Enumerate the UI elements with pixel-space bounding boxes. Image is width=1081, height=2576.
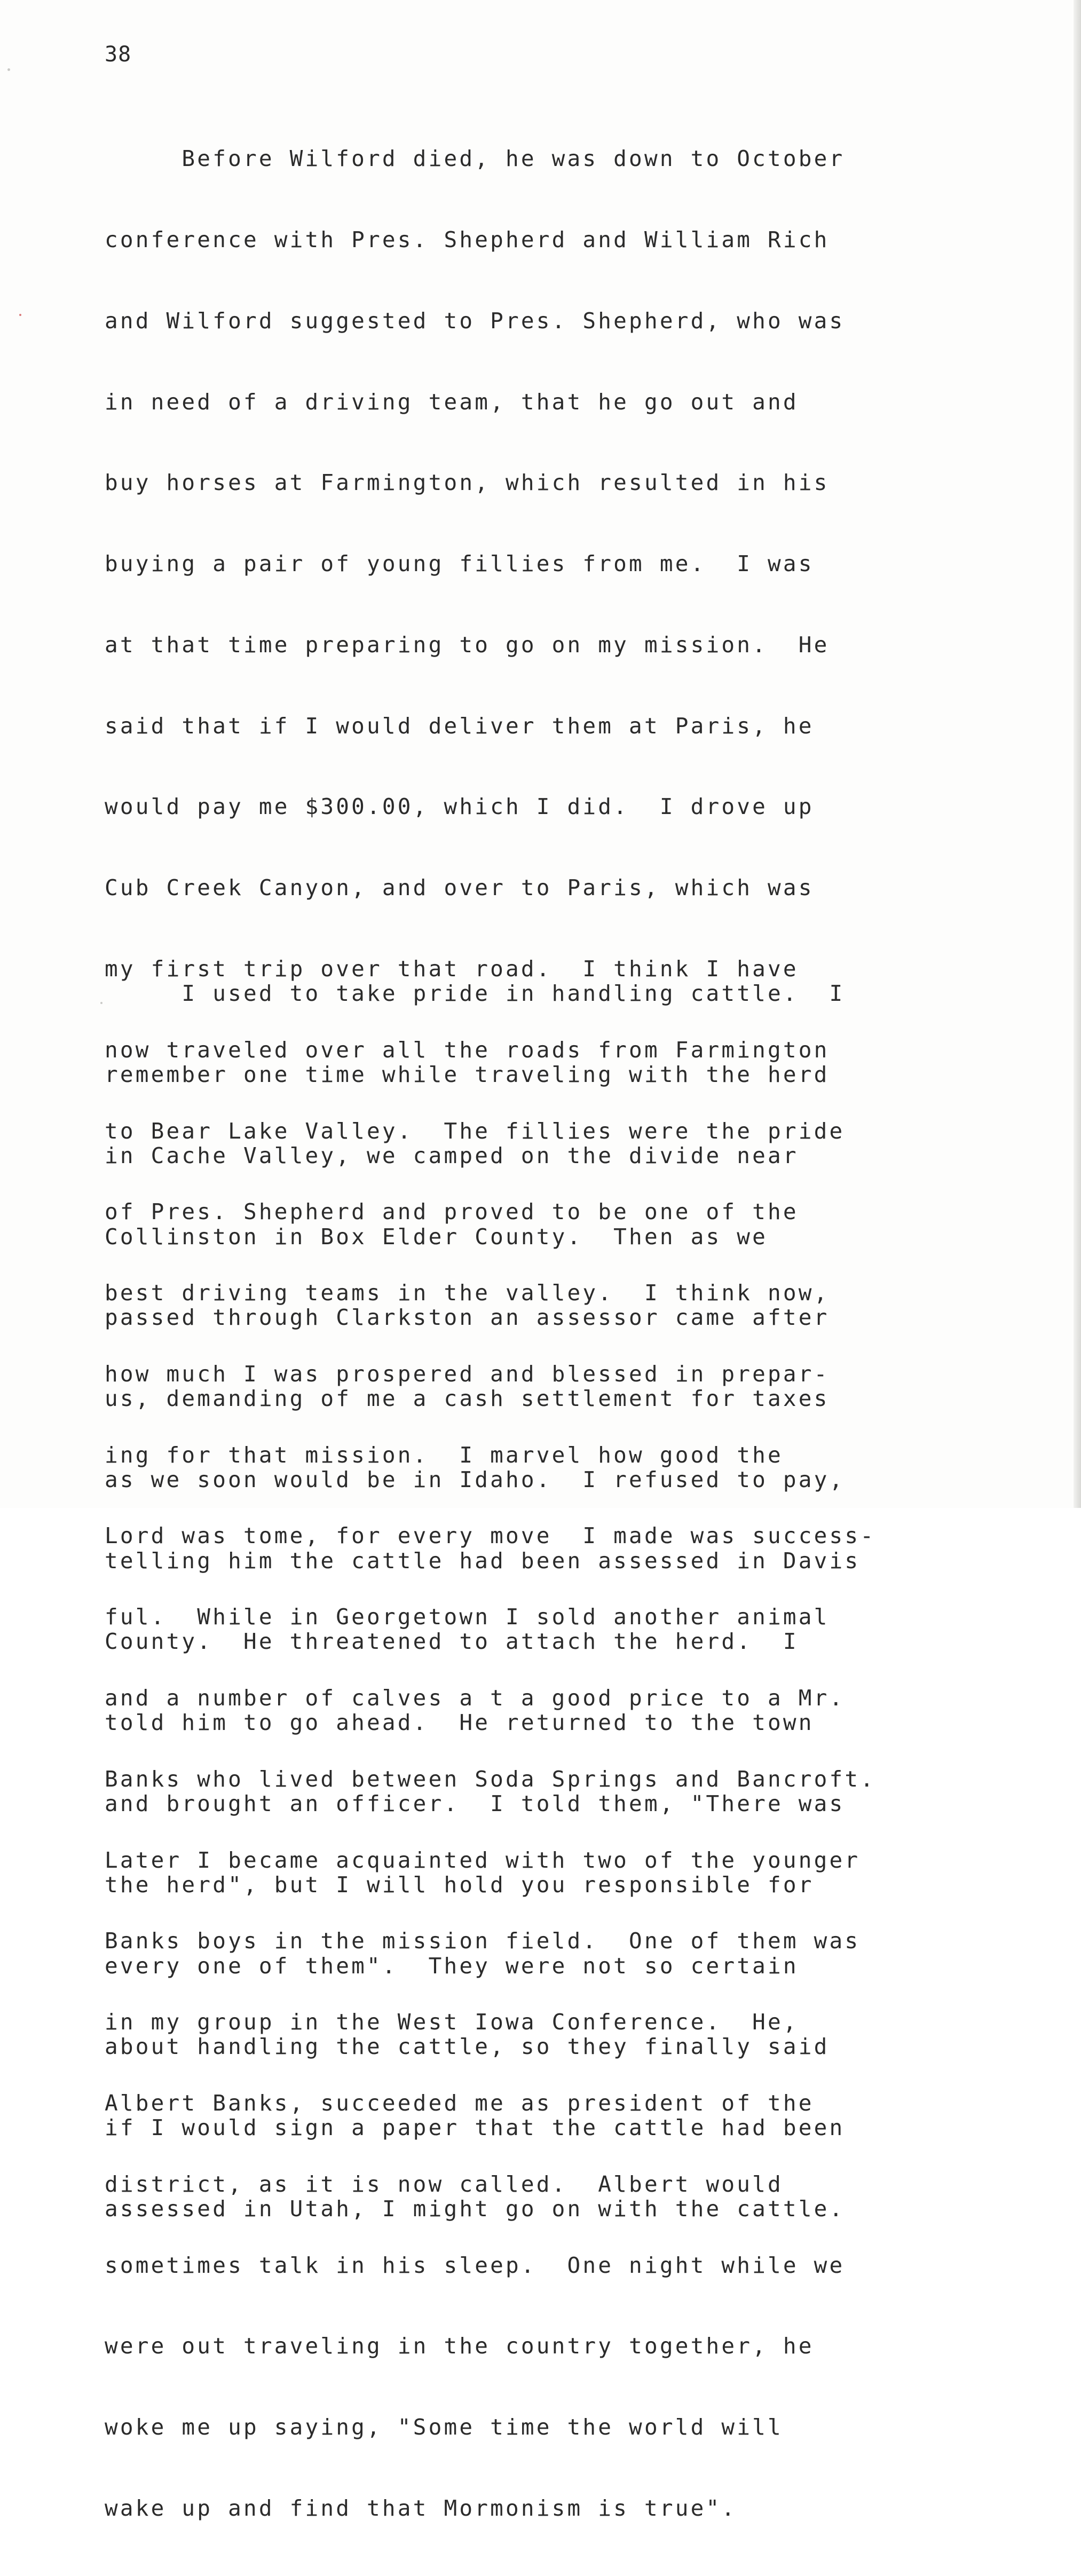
text-line: Lord was tome, for every move I made was success- bbox=[105, 1523, 876, 1549]
text-line: my first trip over that road. I think I have bbox=[105, 956, 799, 982]
text-line: buy horses at Farmington, which resulted in his bbox=[105, 470, 830, 496]
text-line: in my group in the West Iowa Conference. He, bbox=[105, 2009, 799, 2035]
text-line: woke me up saying, "Some time the world will bbox=[105, 2414, 783, 2440]
text-line: Albert Banks, succeeded me as president of the bbox=[105, 2090, 814, 2116]
text-line: telling him the cattle had been assessed in Davis bbox=[105, 1547, 861, 1574]
text-line: and brought an officer. I told them, "There was bbox=[105, 1791, 845, 1816]
text-line: now traveled over all the roads from Farmington bbox=[105, 1037, 830, 1063]
text-line: Banks boys in the mission field. One of them was bbox=[105, 1928, 861, 1954]
text-line: said that if I would deliver them at Paris, he bbox=[105, 713, 814, 739]
text-line: us, demanding of me a cash settlement for taxes bbox=[105, 1386, 830, 1412]
page-edge-shadow bbox=[1074, 0, 1081, 1508]
text-line: were out traveling in the country together, he bbox=[105, 2333, 814, 2359]
text-line: Before Wilford died, he was down to October bbox=[105, 146, 845, 172]
text-line: buying a pair of young fillies from me. I was bbox=[105, 551, 814, 577]
text-line: about handling the cattle, so they finally said bbox=[105, 2034, 830, 2060]
text-line: conference with Pres. Shepherd and William Rich bbox=[105, 226, 830, 252]
text-line: in Cache Valley, we camped on the divide near bbox=[105, 1142, 799, 1168]
text-line: at that time preparing to go on my mission. He bbox=[105, 631, 830, 658]
text-line: in need of a driving team, that he go out and bbox=[105, 389, 799, 415]
text-line: how much I was prospered and blessed in prepar- bbox=[105, 1361, 830, 1387]
text-line: best driving teams in the valley. I think now, bbox=[105, 1280, 830, 1306]
text-line: of Pres. Shepherd and proved to be one of the bbox=[105, 1199, 799, 1225]
text-line: assessed in Utah, I might go on with the cattle. bbox=[105, 2195, 845, 2222]
text-line: I used to take pride in handling cattle. I bbox=[105, 981, 845, 1007]
text-line: district, as it is now called. Albert would bbox=[105, 2171, 783, 2197]
text-line: told him to go ahead. He returned to the town bbox=[105, 1710, 814, 1736]
paragraph bbox=[105, 926, 860, 2277]
text-line: sometimes talk in his sleep. One night while we bbox=[105, 2252, 845, 2278]
text-line: every one of them". They were not so certain bbox=[105, 1953, 799, 1979]
text-line: if I would sign a paper that the cattle had been bbox=[105, 2115, 845, 2141]
text-line: Later I became acquainted with two of the younger bbox=[105, 1847, 861, 1873]
text-line: and Wilford suggested to Pres. Shepherd, who was bbox=[105, 307, 845, 334]
page-number: 38 bbox=[105, 42, 132, 67]
text-line: Cub Creek Canyon, and over to Paris, which was bbox=[105, 875, 814, 901]
text-line: ful. While in Georgetown I sold another animal bbox=[105, 1604, 830, 1630]
text-line: remember one time while traveling with the herd bbox=[105, 1061, 830, 1087]
text-line: County. He threatened to attach the herd. I bbox=[105, 1629, 799, 1655]
text-line: Banks who lived between Soda Springs and Bancroft. bbox=[105, 1766, 876, 1792]
text-line: as we soon would be in Idaho. I refused to pay, bbox=[105, 1466, 845, 1492]
paper-speck bbox=[7, 68, 10, 71]
text-line: to Bear Lake Valley. The fillies were the pride bbox=[105, 1118, 845, 1144]
text-line: Collinston in Box Elder County. Then as we bbox=[105, 1223, 768, 1250]
text-line: the herd", but I will hold you responsible for bbox=[105, 1871, 814, 1898]
paper-speck bbox=[19, 314, 21, 316]
text-line: would pay me $300.00, which I did. I drove up bbox=[105, 794, 814, 820]
paper-speck bbox=[100, 1002, 102, 1004]
text-line: and a number of calves a t a good price to a Mr. bbox=[105, 1685, 845, 1711]
text-line: ing for that mission. I marvel how good the bbox=[105, 1442, 783, 1468]
text-line: wake up and find that Mormonism is true". bbox=[105, 2495, 737, 2521]
text-line: passed through Clarkston an assessor came after bbox=[105, 1305, 830, 1331]
